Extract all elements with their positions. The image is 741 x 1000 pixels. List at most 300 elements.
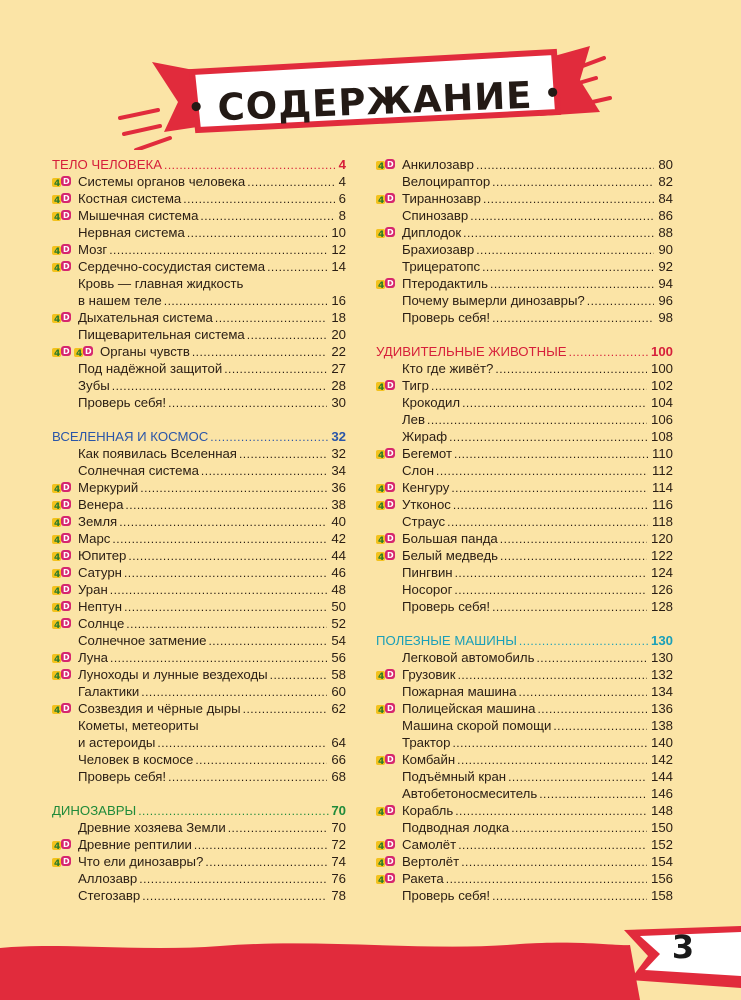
entry-page: 150 <box>650 820 673 835</box>
entry-title: Дыхательная система <box>78 310 213 325</box>
svg-text:D: D <box>387 228 394 237</box>
4d-icon <box>52 344 72 359</box>
leader-dots <box>455 565 647 582</box>
4d-icon <box>52 191 72 206</box>
svg-text:D: D <box>387 500 394 509</box>
svg-text:D: D <box>63 313 70 322</box>
leader-dots <box>228 820 328 837</box>
entry-page: 70 <box>331 820 346 835</box>
toc-entry[interactable] <box>52 479 346 496</box>
leader-dots <box>482 259 654 276</box>
entry-page: 28 <box>331 378 346 393</box>
leader-dots <box>553 718 647 735</box>
entry-page: 44 <box>331 548 346 563</box>
toc-entry[interactable] <box>376 802 673 819</box>
toc-entry[interactable] <box>52 462 346 479</box>
svg-text:D: D <box>63 177 70 186</box>
section-heading-machines[interactable] <box>376 632 673 649</box>
entry-page: 110 <box>651 446 673 461</box>
entry-title: Грузовик <box>402 667 456 682</box>
toc-entry[interactable] <box>376 428 673 445</box>
4d-icon <box>52 565 72 580</box>
leader-dots <box>539 786 647 803</box>
entry-page: 104 <box>650 395 673 410</box>
toc-entry[interactable] <box>52 445 346 462</box>
leader-dots <box>247 174 334 191</box>
leader-dots <box>208 633 327 650</box>
toc-entry[interactable] <box>52 598 346 615</box>
svg-text:4: 4 <box>54 842 61 852</box>
leader-dots <box>124 565 327 582</box>
toc-entry[interactable] <box>52 819 346 836</box>
4d-icon <box>376 191 396 206</box>
4d-icon <box>376 276 396 291</box>
leader-dots <box>463 225 654 242</box>
entry-title: Кенгуру <box>402 480 450 495</box>
toc-entry[interactable] <box>376 394 673 411</box>
toc-entry[interactable] <box>376 377 673 394</box>
entry-page: 32 <box>331 446 346 461</box>
toc-entry[interactable] <box>376 292 673 309</box>
entry-page: 96 <box>658 293 673 308</box>
leader-dots <box>569 344 649 361</box>
toc-entry[interactable] <box>52 632 346 649</box>
4d-icon <box>52 480 72 495</box>
toc-entry[interactable] <box>376 819 673 836</box>
toc-entry[interactable] <box>52 173 346 190</box>
entry-title: Земля <box>78 514 118 529</box>
section-title: ВСЕЛЕННАЯ И КОСМОС <box>52 429 209 444</box>
toc-entry[interactable] <box>376 887 673 904</box>
entry-page: 114 <box>651 480 673 495</box>
4d-icon <box>52 650 72 665</box>
entry-page: 144 <box>650 769 673 784</box>
leader-dots <box>270 667 328 684</box>
entry-page: 66 <box>331 752 346 767</box>
toc-entry[interactable] <box>52 887 346 904</box>
entry-page: 106 <box>650 412 673 427</box>
entry-title: Анкилозавр <box>402 157 474 172</box>
svg-text:D: D <box>63 245 70 254</box>
toc-entry[interactable] <box>376 241 673 258</box>
entry-page: 84 <box>658 191 673 206</box>
toc-entry[interactable] <box>376 462 673 479</box>
toc-entry[interactable] <box>376 496 673 513</box>
section-title: ТЕЛО ЧЕЛОВЕКА <box>52 157 162 172</box>
svg-text:D: D <box>63 483 70 492</box>
svg-text:4: 4 <box>54 672 61 682</box>
toc-entry[interactable] <box>52 513 346 530</box>
entry-page: 78 <box>331 888 346 903</box>
toc-entry[interactable] <box>376 445 673 462</box>
entry-page: 148 <box>650 803 673 818</box>
entry-page: 10 <box>331 225 346 240</box>
entry-page: 18 <box>331 310 346 325</box>
entry-page: 22 <box>331 344 346 359</box>
svg-text:D: D <box>387 483 394 492</box>
section-heading-space[interactable] <box>52 428 346 445</box>
svg-text:4: 4 <box>378 553 385 563</box>
toc-entry[interactable] <box>52 683 346 700</box>
4d-icon <box>376 497 396 512</box>
svg-text:D: D <box>387 194 394 203</box>
svg-text:4: 4 <box>54 264 61 274</box>
entry-title: Нептун <box>78 599 123 614</box>
svg-text:D: D <box>63 211 70 220</box>
entry-title: Проверь себя! <box>402 599 491 614</box>
entry-title: Луна <box>78 650 109 665</box>
leader-dots <box>125 497 327 514</box>
toc-entry[interactable] <box>376 853 673 870</box>
leader-dots <box>124 599 327 616</box>
toc-entry[interactable] <box>376 207 673 224</box>
entry-page: 36 <box>331 480 346 495</box>
entry-title: Пингвин <box>402 565 453 580</box>
section-heading-body[interactable] <box>52 156 346 173</box>
entry-title: Древние хозяева Земли <box>78 820 226 835</box>
entry-title: Костная система <box>78 191 182 206</box>
toc-entry[interactable] <box>376 666 673 683</box>
entry-title: Солнечное затмение <box>78 633 207 648</box>
svg-text:4: 4 <box>54 179 61 189</box>
leader-dots <box>476 157 654 174</box>
toc-entry[interactable] <box>52 258 346 275</box>
leader-dots <box>243 701 328 718</box>
svg-text:4: 4 <box>54 706 61 716</box>
toc-entry[interactable] <box>52 564 346 581</box>
leader-dots <box>453 497 648 514</box>
svg-text:D: D <box>63 534 70 543</box>
leader-dots <box>110 582 328 599</box>
entry-title: Солнце <box>78 616 125 631</box>
entry-title: Трицератопс <box>402 259 481 274</box>
toc-entry[interactable] <box>52 343 346 360</box>
entry-page: 42 <box>331 531 346 546</box>
toc-entry[interactable] <box>376 190 673 207</box>
entry-page: 102 <box>650 378 673 393</box>
section-title: УДИВИТЕЛЬНЫЕ ЖИВОТНЫЕ <box>376 344 567 359</box>
entry-title: Галактики <box>78 684 140 699</box>
4d-icon <box>52 582 72 597</box>
toc-entry[interactable] <box>376 700 673 717</box>
leader-dots <box>183 191 334 208</box>
leader-dots <box>461 854 647 871</box>
4d-icon <box>376 837 396 852</box>
leader-dots <box>490 276 654 293</box>
leader-dots <box>201 463 327 480</box>
toc-entry[interactable] <box>376 479 673 496</box>
toc-entry[interactable] <box>52 768 346 785</box>
entry-page: 30 <box>331 395 346 410</box>
4d-icon <box>52 854 72 869</box>
toc-entry[interactable] <box>376 683 673 700</box>
leader-dots <box>483 191 654 208</box>
toc-left-column <box>52 156 346 904</box>
toc-entry[interactable] <box>376 547 673 564</box>
toc-entry[interactable] <box>52 547 346 564</box>
toc-entry[interactable] <box>376 275 673 292</box>
entry-title: Самолёт <box>402 837 457 852</box>
svg-text:D: D <box>387 874 394 883</box>
svg-text:4: 4 <box>378 672 385 682</box>
toc-entry[interactable] <box>376 836 673 853</box>
entry-title: Большая панда <box>402 531 498 546</box>
section-heading-animals[interactable] <box>376 343 673 360</box>
toc-entry[interactable] <box>52 241 346 258</box>
leader-dots <box>239 446 327 463</box>
section-heading-dinosaurs[interactable] <box>52 802 346 819</box>
toc-entry[interactable] <box>52 190 346 207</box>
toc-entry[interactable] <box>52 751 346 768</box>
toc-entry[interactable] <box>376 173 673 190</box>
entry-title: Комбайн <box>402 752 456 767</box>
toc-entry[interactable] <box>52 394 346 411</box>
leader-dots <box>508 769 647 786</box>
entry-title: Слон <box>402 463 434 478</box>
toc-entry[interactable] <box>52 360 346 377</box>
svg-text:4: 4 <box>54 247 61 257</box>
leader-dots <box>164 157 337 174</box>
leader-dots <box>194 837 327 854</box>
entry-page: 116 <box>651 497 673 512</box>
4d-icon <box>376 701 396 716</box>
leader-dots <box>215 310 327 327</box>
entry-title: Кровь — главная жидкость <box>78 276 244 291</box>
4d-icon <box>52 174 72 189</box>
4d-icon <box>376 854 396 869</box>
entry-page: 112 <box>651 463 673 478</box>
entry-page: 86 <box>658 208 673 223</box>
svg-text:D: D <box>63 517 70 526</box>
toc-entry[interactable] <box>52 581 346 598</box>
entry-page: 92 <box>658 259 673 274</box>
svg-text:4: 4 <box>54 536 61 546</box>
toc-entry[interactable] <box>376 734 673 751</box>
entry-title: Что ели динозавры? <box>78 854 204 869</box>
entry-title: Пожарная машина <box>402 684 517 699</box>
svg-text:4: 4 <box>378 859 385 869</box>
entry-page: 90 <box>658 242 673 257</box>
4d-icon <box>52 242 72 257</box>
4d-icon <box>376 871 396 886</box>
4d-icon <box>52 599 72 614</box>
entry-title: Нервная система <box>78 225 185 240</box>
svg-text:D: D <box>387 279 394 288</box>
svg-text:4: 4 <box>378 842 385 852</box>
entry-page: 152 <box>650 837 673 852</box>
svg-text:D: D <box>387 806 394 815</box>
toc-entry[interactable] <box>376 649 673 666</box>
toc-entry[interactable] <box>52 615 346 632</box>
footer-band <box>0 918 741 1000</box>
leader-dots <box>164 293 328 310</box>
entry-page: 62 <box>331 701 346 716</box>
toc-entry[interactable] <box>376 530 673 547</box>
toc-entry[interactable] <box>376 598 673 615</box>
toc-entry[interactable] <box>376 581 673 598</box>
svg-text:4: 4 <box>54 349 61 359</box>
leader-dots <box>138 803 329 820</box>
leader-dots <box>492 310 654 327</box>
entry-page: 46 <box>331 565 346 580</box>
entry-page: 138 <box>650 718 673 733</box>
leader-dots <box>447 514 648 531</box>
svg-text:D: D <box>387 840 394 849</box>
svg-text:D: D <box>63 704 70 713</box>
leader-dots <box>449 429 647 446</box>
leader-dots <box>492 599 647 616</box>
leader-dots <box>109 242 327 259</box>
toc-entry[interactable] <box>376 258 673 275</box>
entry-title: Страус <box>402 514 446 529</box>
svg-text:4: 4 <box>378 757 385 767</box>
leader-dots <box>492 174 654 191</box>
toc-entry[interactable] <box>376 513 673 530</box>
svg-text:4: 4 <box>378 162 385 172</box>
leader-dots <box>205 854 327 871</box>
4d-icon <box>52 208 72 223</box>
entry-title: Под надёжной защитой <box>78 361 223 376</box>
leader-dots <box>141 684 327 701</box>
entry-title: Луноходы и лунные вездеходы <box>78 667 268 682</box>
toc-entry[interactable] <box>52 496 346 513</box>
toc-entry[interactable] <box>52 836 346 853</box>
svg-text:4: 4 <box>378 808 385 818</box>
section-page: 4 <box>338 157 346 172</box>
entry-page: 34 <box>331 463 346 478</box>
entry-page: 68 <box>331 769 346 784</box>
leader-dots <box>476 242 654 259</box>
entry-page: 118 <box>651 514 673 529</box>
entry-page: 136 <box>650 701 673 716</box>
entry-title: Системы органов человека <box>78 174 246 189</box>
entry-page: 120 <box>650 531 673 546</box>
entry-page: 16 <box>331 293 346 308</box>
toc-entry[interactable] <box>52 326 346 343</box>
leader-dots <box>195 752 327 769</box>
4d-icon <box>52 667 72 682</box>
toc-entry[interactable] <box>52 224 346 241</box>
leader-dots <box>187 225 328 242</box>
svg-text:D: D <box>63 602 70 611</box>
toc-entry[interactable] <box>52 530 346 547</box>
svg-text:D: D <box>387 704 394 713</box>
entry-page: 52 <box>331 616 346 631</box>
toc-entry[interactable] <box>52 207 346 224</box>
entry-title: в нашем теле <box>78 293 162 308</box>
entry-page: 146 <box>650 786 673 801</box>
toc-entry[interactable] <box>52 649 346 666</box>
toc-entry[interactable] <box>52 700 346 717</box>
entry-title: Птеродактиль <box>402 276 489 291</box>
leader-dots <box>536 650 647 667</box>
leader-dots <box>537 701 647 718</box>
entry-page: 27 <box>331 361 346 376</box>
entry-page: 14 <box>331 259 346 274</box>
toc-entry[interactable] <box>52 870 346 887</box>
toc-entry[interactable] <box>376 224 673 241</box>
entry-page: 154 <box>650 854 673 869</box>
entry-title: Утконос <box>402 497 451 512</box>
entry-title: Брахиозавр <box>402 242 475 257</box>
leader-dots <box>436 463 648 480</box>
leader-dots <box>247 327 328 344</box>
svg-text:D: D <box>63 653 70 662</box>
leader-dots <box>157 735 327 752</box>
entry-page: 88 <box>658 225 673 240</box>
entry-page: 58 <box>331 667 346 682</box>
toc-entry[interactable] <box>376 785 673 802</box>
entry-title: Мозг <box>78 242 108 257</box>
toc-entry[interactable] <box>376 309 673 326</box>
section-page: 32 <box>331 429 346 444</box>
entry-title: Человек в космосе <box>78 752 194 767</box>
toc-entry[interactable] <box>52 853 346 870</box>
toc-entry[interactable] <box>52 717 346 734</box>
leader-dots <box>457 752 647 769</box>
entry-title: Как появилась Вселенная <box>78 446 237 461</box>
entry-title: Юпитер <box>78 548 127 563</box>
svg-text:4: 4 <box>378 281 385 291</box>
svg-text:4: 4 <box>378 383 385 393</box>
entry-page: 50 <box>331 599 346 614</box>
4d-icon <box>376 446 396 461</box>
svg-text:4: 4 <box>76 349 83 359</box>
svg-text:D: D <box>63 500 70 509</box>
entry-page: 38 <box>331 497 346 512</box>
svg-text:D: D <box>63 347 70 356</box>
toc-entry[interactable] <box>52 309 346 326</box>
svg-text:4: 4 <box>54 621 61 631</box>
toc-entry[interactable] <box>52 292 346 309</box>
toc-entry[interactable] <box>52 666 346 683</box>
toc-entry[interactable] <box>52 377 346 394</box>
entry-title: Кометы, метеориты <box>78 718 199 733</box>
toc-entry[interactable] <box>376 360 673 377</box>
toc-entry[interactable] <box>52 734 346 751</box>
title-text: СОДЕРЖАНИЕ <box>216 73 534 129</box>
entry-page: 158 <box>650 888 673 903</box>
svg-text:D: D <box>63 551 70 560</box>
svg-text:4: 4 <box>54 859 61 869</box>
toc-entry[interactable] <box>376 751 673 768</box>
toc-entry[interactable] <box>376 717 673 734</box>
leader-dots <box>458 667 647 684</box>
toc-entry[interactable] <box>52 275 346 292</box>
entry-title: Трактор <box>402 735 451 750</box>
toc-entry[interactable] <box>376 156 673 173</box>
leader-dots <box>492 888 647 905</box>
entry-title: Стегозавр <box>78 888 141 903</box>
4d-icon <box>74 344 94 359</box>
entry-title: Белый медведь <box>402 548 499 563</box>
toc-entry[interactable] <box>376 411 673 428</box>
section-page: 70 <box>331 803 346 818</box>
entry-title: Проверь себя! <box>78 395 167 410</box>
entry-page: 12 <box>331 242 346 257</box>
svg-text:4: 4 <box>54 485 61 495</box>
4d-icon <box>376 531 396 546</box>
4d-icon <box>52 548 72 563</box>
toc-entry[interactable] <box>376 564 673 581</box>
svg-text:4: 4 <box>378 451 385 461</box>
leader-dots <box>192 344 327 361</box>
svg-text:4: 4 <box>54 587 61 597</box>
4d-icon <box>52 310 72 325</box>
toc-entry[interactable] <box>376 870 673 887</box>
toc-entry[interactable] <box>376 768 673 785</box>
svg-text:4: 4 <box>54 553 61 563</box>
